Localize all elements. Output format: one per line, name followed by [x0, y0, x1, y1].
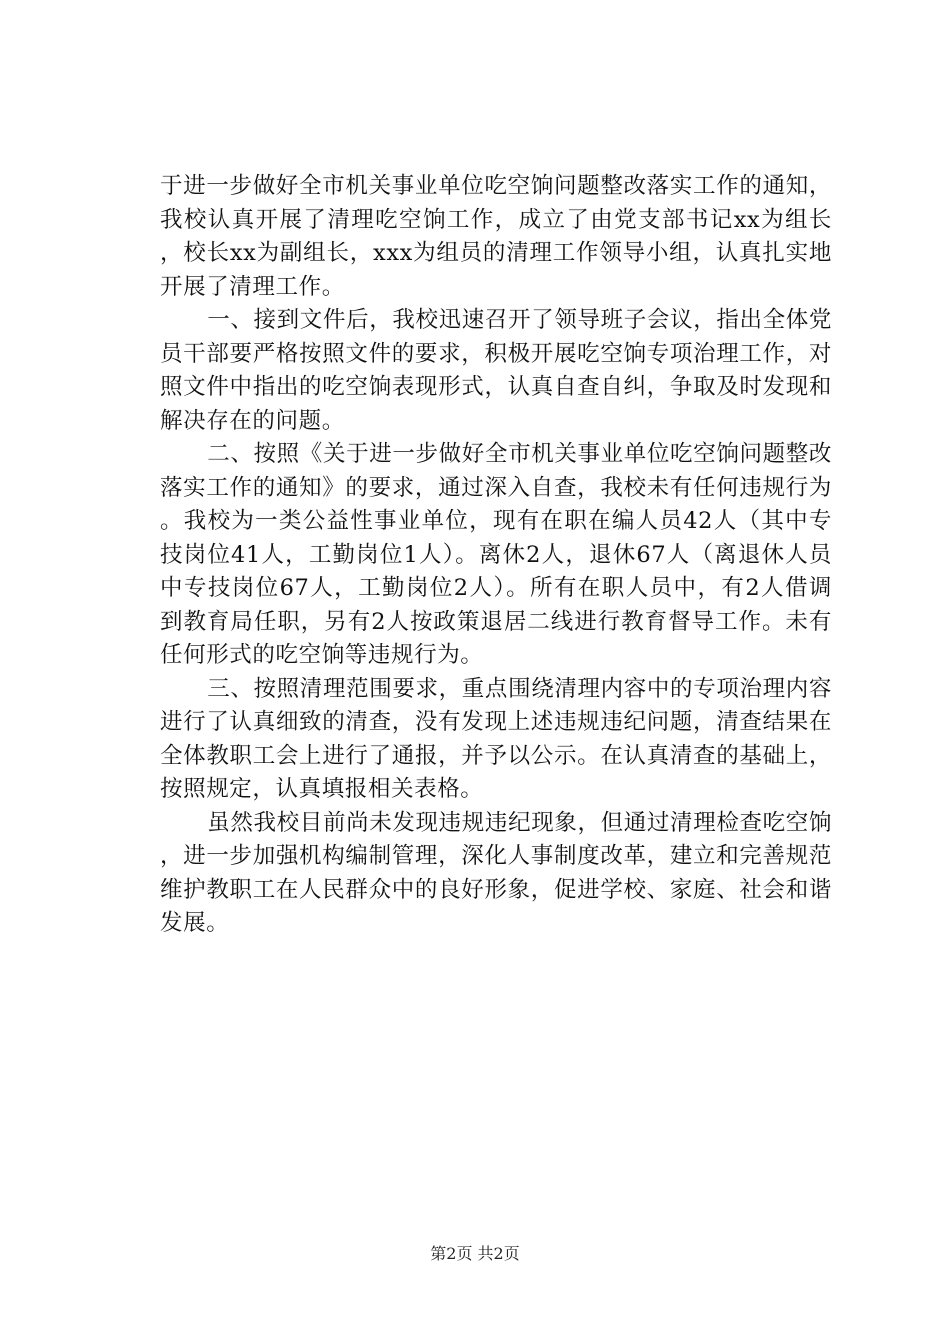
page-number-footer: 第2页 共2页 [430, 1244, 520, 1263]
paragraph-point-one: 一、接到文件后，我校迅速召开了领导班子会议，指出全体党员干部要严格按照文件的要求，积极开展吃空饷专项治理工作，对照文件中指出的吃空饷表现形式，认真自查自纠，争取及时发现和解决存在的问题。 [160, 307, 832, 434]
paragraph-point-two: 二、按照《关于进一步做好全市机关事业单位吃空饷问题整改落实工作的通知》的要求，通过深入自查，我校未有任何违规行为。我校为一类公益性事业单位，现有在职在编人员42人（其中专技岗位41人，工勤岗位1人）。离休2人，退休67人（离退休人员中专技岗位67人，工勤岗位2人）。所有在职人员中，有2人借调到教育局任职，另有2人按政策退居二线进行教育督导工作。未有任何形式的吃空饷等违规行为。 [160, 441, 832, 668]
paragraph-intro-continuation: 于进一步做好全市机关事业单位吃空饷问题整改落实工作的通知，我校认真开展了清理吃空饷工作，成立了由党支部书记xx为组长，校长xx为副组长，xxx为组员的清理工作领导小组，认真扎实地开展了清理工作。 [160, 173, 832, 300]
paragraph-conclusion: 虽然我校目前尚未发现违规违纪现象，但通过清理检查吃空饷，进一步加强机构编制管理，深化人事制度改革，建立和完善规范维护教职工在人民群众中的良好形象，促进学校、家庭、社会和谐发展。 [160, 809, 832, 936]
document-body [160, 170, 832, 941]
paragraph-point-three: 三、按照清理范围要求，重点围绕清理内容中的专项治理内容进行了认真细致的清查，没有发现上述违规违纪问题，清查结果在全体教职工会上进行了通报，并予以公示。在认真清查的基础上，按照规定，认真填报相关表格。 [160, 675, 832, 802]
